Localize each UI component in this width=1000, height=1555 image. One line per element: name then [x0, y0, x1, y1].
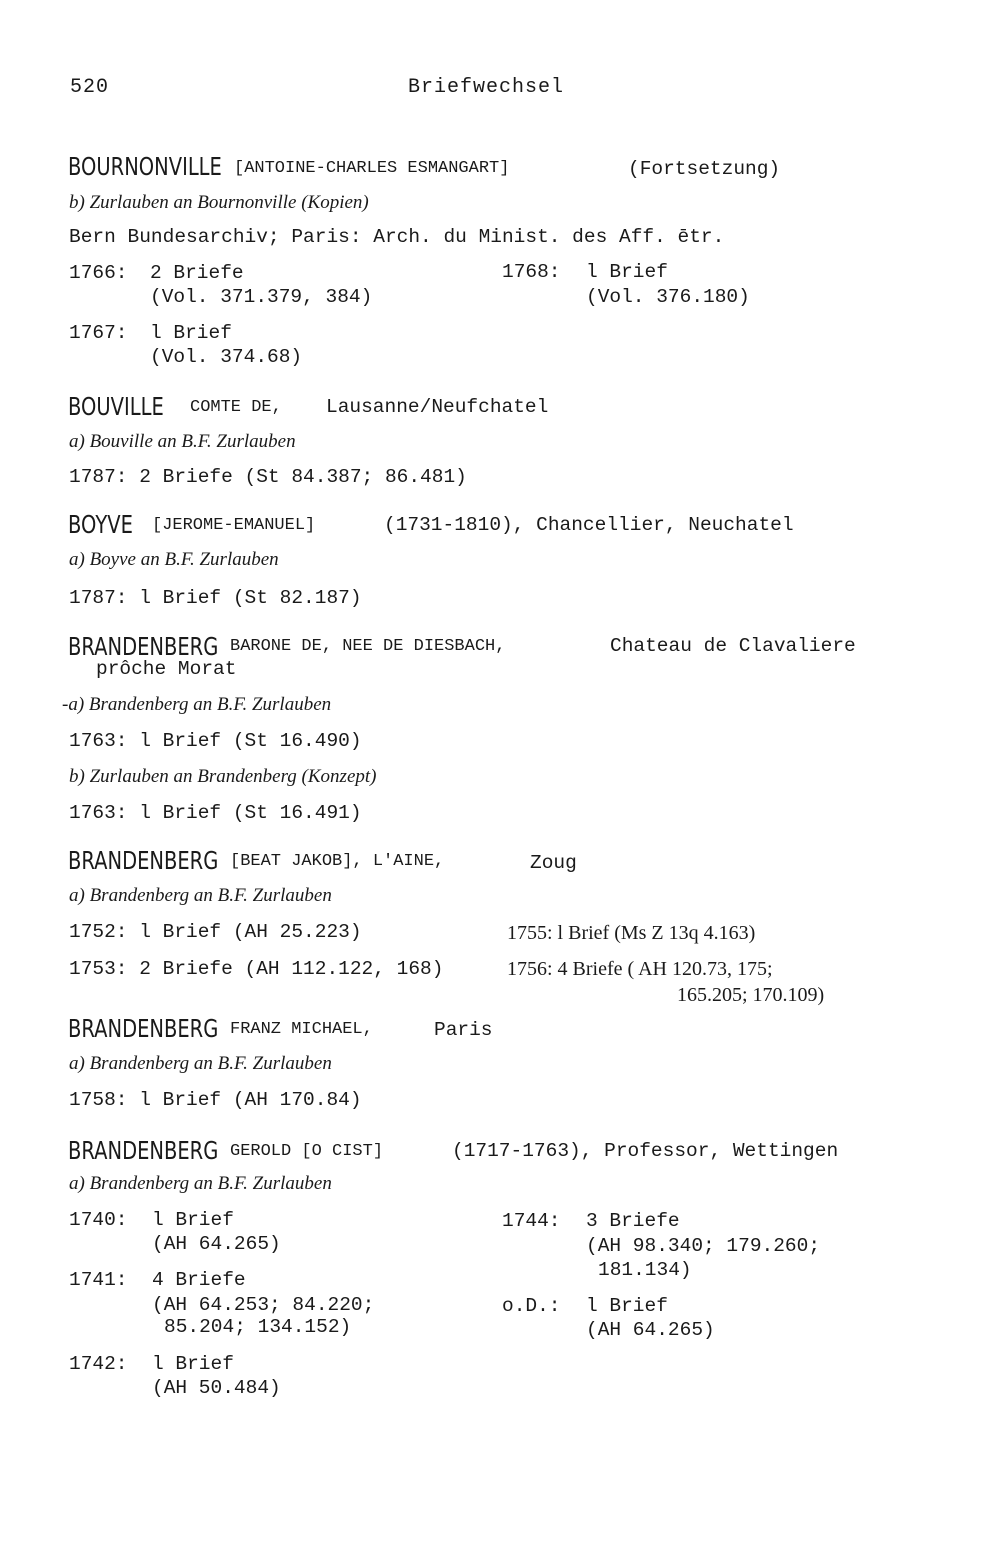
- item-ref: (AH 50.484): [152, 1377, 281, 1399]
- entry-name: BRANDENBERG: [68, 1014, 219, 1043]
- section-heading: a) Brandenberg an B.F. Zurlauben: [69, 1173, 332, 1194]
- entry-suffix: Lausanne/Neufchatel: [326, 396, 549, 418]
- item-year: o.D.:: [502, 1295, 561, 1317]
- item-count: l Brief: [586, 261, 668, 283]
- item-year: 1767:: [69, 322, 128, 344]
- entry-name: BOUVILLE: [68, 392, 164, 421]
- item-ref: (Vol. 371.379, 384): [150, 286, 373, 308]
- entry-name-detail: BARONE DE, NEE DE DIESBACH,: [230, 637, 506, 656]
- entry-suffix: Paris: [434, 1019, 493, 1041]
- entry-suffix: (1731-1810), Chancellier, Neuchatel: [384, 514, 794, 536]
- item-ref: (AH 98.340; 179.260;: [586, 1235, 821, 1257]
- item-ref: (AH 64.265): [586, 1319, 715, 1341]
- entry-name: BRANDENBERG: [68, 632, 219, 661]
- entry-name: BOYVE: [68, 510, 133, 539]
- page-number: 520: [70, 76, 110, 99]
- item-ref: (Vol. 376.180): [586, 286, 750, 308]
- section-heading: a) Bouville an B.F. Zurlauben: [69, 431, 296, 452]
- entry-suffix: Chateau de Clavaliere: [610, 635, 856, 657]
- entry-name-detail: GEROLD [O CIST]: [230, 1142, 384, 1161]
- item-year: 1741:: [69, 1269, 128, 1291]
- entry-name-detail: [ANTOINE-CHARLES ESMANGART]: [234, 159, 510, 178]
- item-count: l Brief: [150, 322, 232, 344]
- item-count: l Brief: [152, 1209, 234, 1231]
- item-line: 1758: l Brief (AH 170.84): [69, 1089, 362, 1111]
- item-line: 1756: 4 Briefe ( AH 120.73, 175;: [507, 958, 773, 980]
- entry-suffix: (1717-1763), Professor, Wettingen: [452, 1140, 839, 1162]
- item-line: 1787: 2 Briefe (St 84.387; 86.481): [69, 466, 467, 488]
- item-line-continued: 165.205; 170.109): [677, 984, 825, 1006]
- item-ref: (Vol. 374.68): [150, 346, 303, 368]
- item-line: 1755: l Brief (Ms Z 13q 4.163): [507, 922, 756, 944]
- item-line: 1763: l Brief (St 16.490): [69, 730, 362, 752]
- running-title: Briefwechsel: [408, 76, 565, 99]
- item-year: 1742:: [69, 1353, 128, 1375]
- entry-name: BOURNONVILLE: [68, 152, 222, 181]
- entry-name: BRANDENBERG: [68, 1136, 219, 1165]
- item-count: l Brief: [152, 1353, 234, 1375]
- section-heading: a) Brandenberg an B.F. Zurlauben: [69, 885, 332, 906]
- entry-name-detail: [BEAT JAKOB], L'AINE,: [230, 852, 445, 871]
- item-year: 1768:: [502, 261, 561, 283]
- entry-suffix: Zoug: [530, 852, 577, 874]
- item-line: 1787: l Brief (St 82.187): [69, 587, 362, 609]
- section-heading: b) Zurlauben an Brandenberg (Konzept): [69, 766, 377, 787]
- item-ref-continued: 85.204; 134.152): [164, 1316, 352, 1338]
- entry-suffix-continued: prôche Morat: [96, 658, 237, 680]
- section-heading: a) Brandenberg an B.F. Zurlauben: [69, 1053, 332, 1074]
- entry-suffix: (Fortsetzung): [628, 158, 781, 180]
- item-year: 1766:: [69, 262, 128, 284]
- item-line: 1752: l Brief (AH 25.223): [69, 921, 362, 943]
- section-heading: b) Zurlauben an Bournonville (Kopien): [69, 192, 369, 213]
- item-count: l Brief: [586, 1295, 668, 1317]
- entry-name-detail: COMTE DE,: [190, 398, 282, 417]
- entry-name: BRANDENBERG: [68, 846, 219, 875]
- section-heading: a) Boyve an B.F. Zurlauben: [69, 549, 279, 570]
- item-line: 1763: l Brief (St 16.491): [69, 802, 362, 824]
- archive-line: Bern Bundesarchiv; Paris: Arch. du Minist. des Aff. ētr.: [69, 226, 725, 248]
- item-year: 1744:: [502, 1210, 561, 1232]
- item-count: 2 Briefe: [150, 262, 244, 284]
- item-line: 1753: 2 Briefe (AH 112.122, 168): [69, 958, 444, 980]
- item-ref: (AH 64.253; 84.220;: [152, 1294, 375, 1316]
- section-heading: -a) Brandenberg an B.F. Zurlauben: [62, 694, 332, 715]
- entry-name-detail: [JEROME-EMANUEL]: [152, 516, 316, 535]
- item-year: 1740:: [69, 1209, 128, 1231]
- item-ref-continued: 181.134): [598, 1259, 692, 1281]
- item-ref: (AH 64.265): [152, 1233, 281, 1255]
- item-count: 4 Briefe: [152, 1269, 246, 1291]
- item-count: 3 Briefe: [586, 1210, 680, 1232]
- entry-name-detail: FRANZ MICHAEL,: [230, 1020, 373, 1039]
